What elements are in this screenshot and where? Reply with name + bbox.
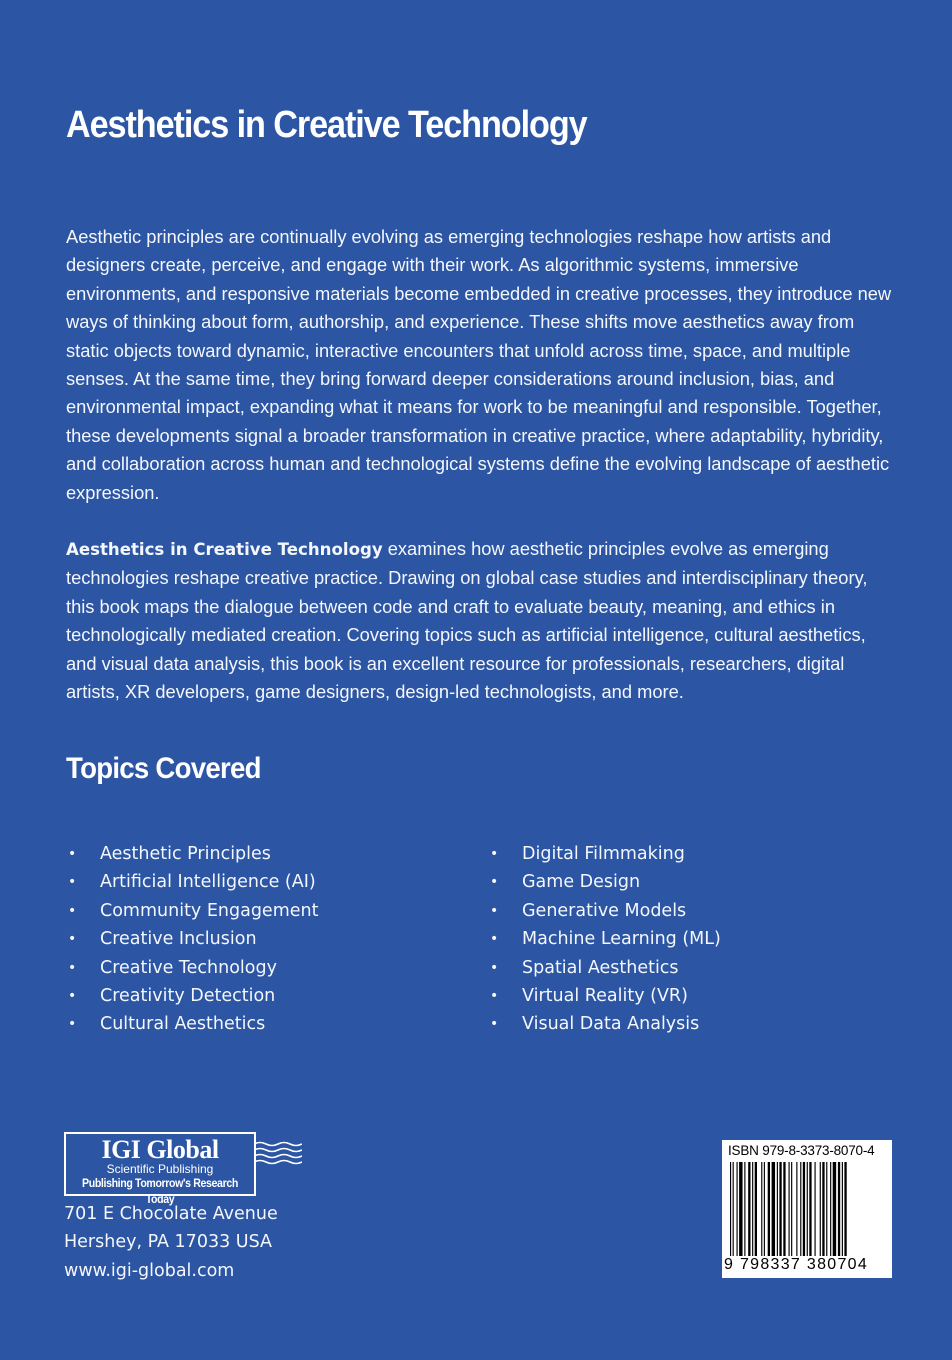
barcode-bar — [739, 1162, 742, 1256]
bullet-icon: • — [490, 902, 499, 919]
topic-item — [66, 954, 318, 982]
bullet-icon: • — [68, 1016, 77, 1033]
topic-label: Community Engagement — [100, 900, 319, 921]
barcode-bar — [789, 1162, 790, 1256]
topic-label: Digital Filmmaking — [522, 844, 685, 864]
barcode-bar — [844, 1162, 846, 1256]
topic-item — [488, 1010, 721, 1038]
book-title: Aesthetics in Creative Technology — [66, 104, 587, 146]
barcode-bar — [730, 1162, 731, 1256]
barcode-bar — [764, 1162, 765, 1256]
barcode-bar — [744, 1162, 745, 1256]
bullet-icon: • — [68, 874, 77, 891]
bullet-icon: • — [490, 959, 499, 976]
barcode-bar — [783, 1162, 785, 1256]
barcode-bar — [803, 1162, 805, 1256]
topic-item — [66, 925, 318, 953]
topics-heading: Topics Covered — [66, 752, 261, 785]
barcode-bar — [822, 1162, 824, 1256]
topic-label: Spatial Aesthetics — [522, 957, 679, 978]
publisher-logo-tagline: Publishing Tomorrow's Research Today — [82, 1178, 238, 1206]
topic-item — [66, 897, 318, 925]
bullet-icon: • — [490, 987, 499, 1004]
bullet-icon: • — [490, 874, 499, 891]
bullet-icon: • — [490, 931, 499, 948]
barcode-bar — [791, 1162, 792, 1256]
barcode-bar — [748, 1162, 750, 1256]
topic-item — [488, 897, 721, 925]
isbn-number: ISBN 979-8-3373-8070-4 — [728, 1143, 875, 1158]
barcode-bar — [807, 1162, 808, 1256]
barcode-bar — [752, 1162, 753, 1256]
topic-item — [488, 868, 721, 896]
isbn-barcode — [722, 1140, 892, 1278]
barcode-bar — [833, 1162, 836, 1256]
barcode-bar — [737, 1162, 738, 1256]
topic-item — [66, 868, 318, 896]
barcode-bar — [772, 1162, 775, 1256]
topic-item — [488, 925, 721, 953]
barcode-digits: 9 798337 380704 — [724, 1256, 869, 1273]
bullet-icon: • — [68, 846, 77, 862]
topic-label: Creative Technology — [100, 957, 277, 978]
topic-item — [66, 840, 318, 868]
topic-label: Game Design — [522, 872, 641, 893]
barcode-bar — [838, 1162, 840, 1256]
description-paragraph-2 — [66, 535, 896, 706]
bullet-icon: • — [68, 959, 77, 976]
barcode-bar — [815, 1162, 816, 1256]
topic-item — [488, 840, 721, 868]
book-title-inline: Aesthetics in Creative Technology — [66, 540, 383, 559]
barcode-bar — [800, 1162, 801, 1256]
barcode-bar — [733, 1162, 734, 1256]
barcode-bar — [820, 1162, 821, 1256]
barcode-bars — [730, 1162, 886, 1256]
barcode-bar — [809, 1162, 811, 1256]
topic-label: Generative Models — [522, 900, 687, 921]
topic-item — [488, 954, 721, 982]
topic-label: Cultural Aesthetics — [100, 1014, 266, 1035]
bullet-icon: • — [68, 931, 77, 948]
address-city: Hershey, PA 17033 USA — [64, 1232, 272, 1252]
address-street: 701 E Chocolate Avenue — [64, 1204, 278, 1224]
barcode-bar — [777, 1162, 778, 1256]
barcode-bar — [830, 1162, 831, 1256]
topics-list-right — [488, 840, 721, 1039]
barcode-bar — [796, 1162, 797, 1256]
topic-label: Creative Inclusion — [100, 929, 257, 950]
barcode-bar — [768, 1162, 770, 1256]
bullet-icon: • — [490, 846, 499, 862]
publisher-logo-name: IGI Global — [101, 1135, 219, 1164]
publisher-logo — [64, 1132, 256, 1206]
publisher-website: www.igi-global.com — [64, 1261, 235, 1281]
topic-item — [66, 1010, 318, 1038]
barcode-bar — [755, 1162, 757, 1256]
description-paragraph-2-text: examines how aesthetic principles evolve as emerging technologies reshape creative practice. Drawing on global case studies and interdisciplinary theory, this book maps the dialogue between code and craft to evaluate beauty, meaning, and ethics in technologically mediated creation. Covering topics such as artificial intelligence, cultural aesthetics, and visual data analysis, this book is an excellent resource for professionals, researchers, digital artists, XR developers, game designers, design-led technologists, and more. — [66, 538, 868, 703]
bullet-icon: • — [68, 902, 77, 919]
wave-lines-icon — [254, 1140, 302, 1166]
topic-item — [488, 982, 721, 1010]
bullet-icon: • — [68, 987, 77, 1004]
topic-item — [66, 982, 318, 1010]
topic-label: Creativity Detection — [100, 985, 276, 1006]
barcode-bar — [842, 1162, 843, 1256]
topic-label: Machine Learning (ML) — [522, 929, 721, 950]
description-paragraph-1: Aesthetic principles are continually evolving as emerging technologies reshape how artists and designers create, perceive, and engage with their work. As algorithmic systems, immersive environments, and responsive materials become embedded in creative processes, they introduce new ways of thinking about form, authorship, and experience. These shifts move aesthetics away from static objects toward dynamic, interactive encounters that unfold across time, space, and multiple senses. At the same time, they bring forward deeper considerations around inclusion, bias, and environmental impact, expanding what it means for work to be meaningful and responsible. Together, these developments signal a broader transformation in creative practice, where adaptability, hybridity, and collaboration across human and technological systems define the evolving landscape of aesthetic expression. — [66, 226, 892, 503]
barcode-bar — [761, 1162, 762, 1256]
barcode-bar — [826, 1162, 827, 1256]
barcode-bar — [779, 1162, 781, 1256]
topic-label: Virtual Reality (VR) — [522, 985, 688, 1006]
topic-label: Artificial Intelligence (AI) — [100, 872, 316, 893]
publisher-logo-subtitle: Scientific Publishing — [106, 1162, 214, 1176]
topic-label: Aesthetic Principles — [100, 844, 271, 864]
topic-label: Visual Data Analysis — [522, 1014, 700, 1035]
topics-list-left — [66, 840, 318, 1039]
bullet-icon: • — [490, 1016, 499, 1033]
